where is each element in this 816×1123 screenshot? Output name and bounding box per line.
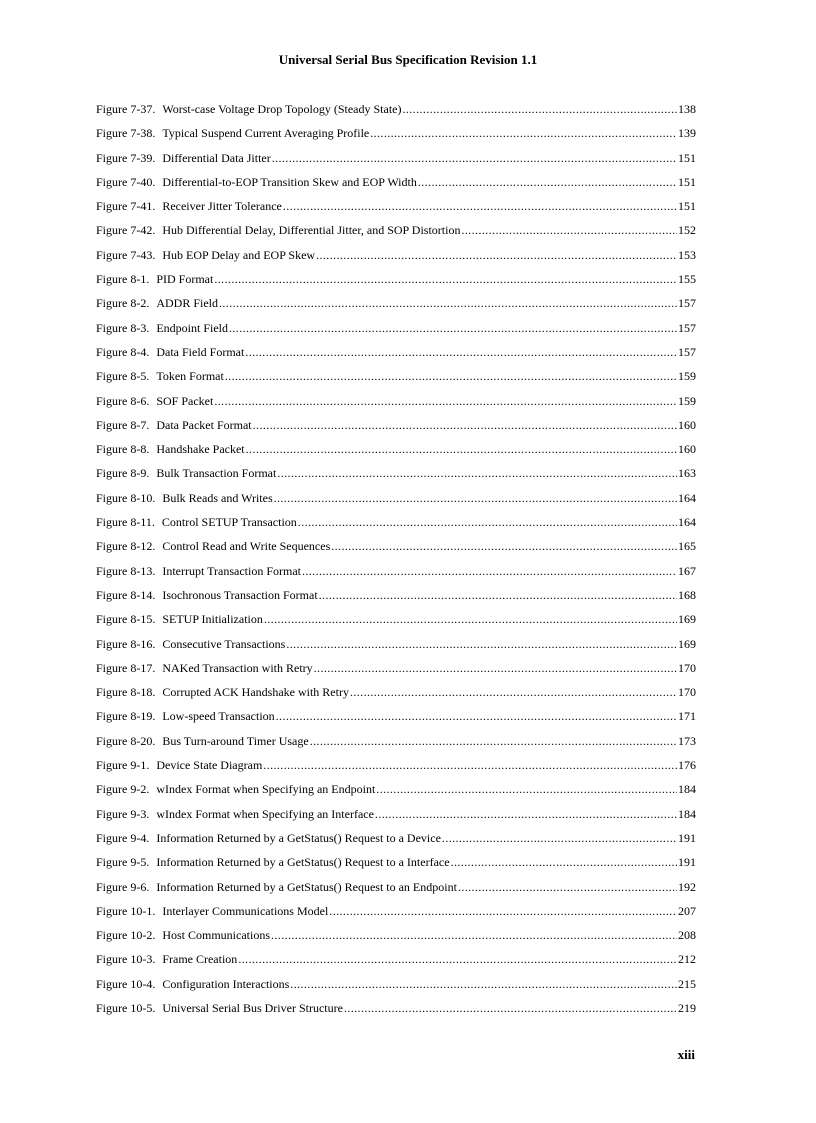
page-reference: 152	[678, 223, 696, 238]
toc-entry[interactable]	[96, 564, 696, 588]
figure-number: Figure 10-5.	[96, 1000, 156, 1015]
toc-entry-label	[96, 734, 309, 748]
toc-entry[interactable]	[96, 466, 696, 490]
figure-title: Differential-to-EOP Transition Skew and EOP Width	[162, 174, 417, 189]
toc-entry-label	[96, 685, 349, 699]
figure-title: Configuration Interactions	[162, 976, 290, 991]
dot-leader	[214, 272, 677, 286]
dot-leader	[344, 1001, 677, 1015]
toc-entry-label	[96, 539, 330, 553]
page-reference: 191	[678, 830, 696, 845]
figure-number: Figure 9-4.	[96, 830, 150, 845]
figure-number: Figure 8-12.	[96, 539, 156, 554]
figure-title: Interlayer Communications Model	[162, 903, 329, 918]
page-reference: 151	[678, 174, 696, 189]
page-reference: 207	[678, 903, 696, 918]
list-of-figures	[96, 102, 696, 1025]
toc-entry-label	[96, 880, 457, 894]
page-reference: 219	[678, 1000, 696, 1015]
dot-leader	[290, 977, 677, 991]
page-reference: 160	[678, 417, 696, 432]
dot-leader	[316, 248, 677, 262]
dot-leader	[245, 345, 677, 359]
page-reference: 171	[678, 709, 696, 724]
dot-leader	[263, 758, 677, 772]
figure-number: Figure 8-20.	[96, 733, 156, 748]
figure-title: Bulk Transaction Format	[156, 466, 277, 481]
figure-number: Figure 9-5.	[96, 855, 150, 870]
toc-entry[interactable]	[96, 855, 696, 879]
toc-entry[interactable]	[96, 661, 696, 685]
toc-entry[interactable]	[96, 782, 696, 806]
page-reference: 165	[678, 539, 696, 554]
figure-title: Data Field Format	[156, 344, 245, 359]
toc-entry[interactable]	[96, 491, 696, 515]
figure-number: Figure 8-9.	[96, 466, 150, 481]
figure-title: Endpoint Field	[156, 320, 228, 335]
toc-entry-label	[96, 466, 276, 480]
toc-entry-label	[96, 612, 263, 626]
toc-entry-label	[96, 223, 460, 237]
page-reference: 192	[678, 879, 696, 894]
page-reference: 164	[678, 490, 696, 505]
figure-title: Hub EOP Delay and EOP Skew	[162, 247, 316, 262]
toc-entry[interactable]	[96, 515, 696, 539]
toc-entry[interactable]	[96, 977, 696, 1001]
toc-entry[interactable]	[96, 442, 696, 466]
page-reference: 153	[678, 247, 696, 262]
toc-entry-label	[96, 394, 213, 408]
toc-entry-label	[96, 272, 213, 286]
figure-title: Handshake Packet	[156, 442, 245, 457]
page-reference: 169	[678, 636, 696, 651]
toc-entry-label	[96, 175, 417, 189]
dot-leader	[246, 442, 677, 456]
figure-number: Figure 7-38.	[96, 126, 156, 141]
figure-number: Figure 9-6.	[96, 879, 150, 894]
toc-entry[interactable]	[96, 880, 696, 904]
figure-number: Figure 9-2.	[96, 782, 150, 797]
page-reference: 151	[678, 199, 696, 214]
dot-leader	[350, 685, 677, 699]
figure-number: Figure 8-15.	[96, 612, 156, 627]
figure-number: Figure 8-2.	[96, 296, 150, 311]
toc-entry[interactable]	[96, 151, 696, 175]
figure-title: Information Returned by a GetStatus() Request to an Endpoint	[156, 879, 457, 894]
figure-number: Figure 9-1.	[96, 758, 150, 773]
toc-entry-label	[96, 491, 273, 505]
figure-number: Figure 8-10.	[96, 490, 156, 505]
page-reference: 138	[678, 102, 696, 116]
figure-title: Control Read and Write Sequences	[162, 539, 331, 554]
figure-title: Information Returned by a GetStatus() Request to a Device	[156, 830, 441, 845]
toc-entry[interactable]	[96, 223, 696, 247]
dot-leader	[418, 175, 677, 189]
toc-entry-label	[96, 199, 282, 213]
toc-entry-label	[96, 904, 328, 918]
figure-title: Corrupted ACK Handshake with Retry	[162, 685, 349, 700]
toc-entry[interactable]	[96, 904, 696, 928]
toc-entry[interactable]	[96, 709, 696, 733]
figure-number: Figure 8-7.	[96, 417, 150, 432]
toc-entry[interactable]	[96, 345, 696, 369]
figure-number: Figure 8-17.	[96, 660, 156, 675]
toc-entry[interactable]	[96, 758, 696, 782]
figure-title: Receiver Jitter Tolerance	[162, 199, 282, 214]
dot-leader	[276, 709, 677, 723]
figure-number: Figure 7-37.	[96, 102, 156, 116]
figure-title: Data Packet Format	[156, 417, 252, 432]
figure-number: Figure 8-14.	[96, 587, 156, 602]
page-reference: 160	[678, 442, 696, 457]
figure-title: Low-speed Transaction	[162, 709, 275, 724]
figure-title: wIndex Format when Specifying an Interface	[156, 806, 374, 821]
toc-entry-label	[96, 637, 285, 651]
toc-entry-label	[96, 296, 218, 310]
figure-number: Figure 8-5.	[96, 369, 150, 384]
toc-entry[interactable]	[96, 272, 696, 296]
dot-leader	[225, 369, 677, 383]
page-reference: 168	[678, 587, 696, 602]
toc-entry[interactable]	[96, 394, 696, 418]
figure-title: Bus Turn-around Timer Usage	[162, 733, 309, 748]
figure-title: Hub Differential Delay, Differential Jitter, and SOP Distortion	[162, 223, 461, 238]
page-reference: 170	[678, 685, 696, 700]
figure-title: SOF Packet	[156, 393, 214, 408]
toc-entry[interactable]	[96, 296, 696, 320]
toc-entry-label	[96, 928, 270, 942]
page-header-title: Universal Serial Bus Specification Revision 1.1	[278, 52, 538, 67]
toc-entry-label	[96, 1001, 343, 1015]
dot-leader	[283, 199, 677, 213]
toc-entry[interactable]	[96, 369, 696, 393]
figure-number: Figure 8-3.	[96, 320, 150, 335]
dot-leader	[253, 418, 677, 432]
toc-entry[interactable]	[96, 734, 696, 758]
figure-number: Figure 7-40.	[96, 174, 156, 189]
dot-leader	[302, 564, 677, 578]
page-reference: 176	[678, 758, 696, 773]
figure-number: Figure 10-4.	[96, 976, 156, 991]
dot-leader	[277, 466, 677, 480]
dot-leader	[329, 904, 677, 918]
page-reference: 157	[678, 320, 696, 335]
figure-number: Figure 8-11.	[96, 515, 155, 530]
toc-entry-label	[96, 831, 441, 845]
figure-number: Figure 8-4.	[96, 344, 150, 359]
page-reference: 212	[678, 952, 696, 967]
dot-leader	[298, 515, 677, 529]
page-reference: 167	[678, 563, 696, 578]
figure-title: Token Format	[156, 369, 224, 384]
page-reference: 157	[678, 296, 696, 311]
dot-leader	[274, 491, 677, 505]
dot-leader	[461, 223, 677, 237]
dot-leader	[314, 661, 677, 675]
page-reference: 215	[678, 976, 696, 991]
figure-title: PID Format	[156, 272, 214, 287]
toc-entry-label	[96, 515, 297, 529]
toc-entry-label	[96, 369, 224, 383]
figure-title: Universal Serial Bus Driver Structure	[162, 1000, 343, 1015]
page-reference: 155	[678, 272, 696, 287]
toc-entry-label	[96, 977, 289, 991]
figure-number: Figure 8-1.	[96, 272, 150, 287]
figure-number: Figure 10-2.	[96, 928, 156, 943]
toc-entry-label	[96, 102, 401, 116]
toc-entry-label	[96, 758, 262, 772]
toc-entry-label	[96, 126, 369, 140]
toc-entry[interactable]	[96, 612, 696, 636]
page-reference: 163	[678, 466, 696, 481]
figure-title: Control SETUP Transaction	[161, 515, 297, 530]
toc-entry[interactable]	[96, 952, 696, 976]
figure-title: SETUP Initialization	[162, 612, 263, 627]
toc-entry-label	[96, 151, 271, 165]
page-reference: 208	[678, 928, 696, 943]
figure-title: Consecutive Transactions	[162, 636, 286, 651]
figure-number: Figure 9-3.	[96, 806, 150, 821]
figure-title: wIndex Format when Specifying an Endpoint	[156, 782, 376, 797]
figure-title: ADDR Field	[156, 296, 218, 311]
figure-title: Frame Creation	[162, 952, 238, 967]
page-reference: 159	[678, 369, 696, 384]
figure-number: Figure 8-13.	[96, 563, 156, 578]
figure-number: Figure 8-8.	[96, 442, 150, 457]
page-reference: 164	[678, 515, 696, 530]
page-reference: 157	[678, 344, 696, 359]
toc-entry-label	[96, 418, 252, 432]
toc-entry-label	[96, 588, 318, 602]
page-reference: 169	[678, 612, 696, 627]
dot-leader	[310, 734, 677, 748]
dot-leader	[458, 880, 677, 894]
figure-number: Figure 7-42.	[96, 223, 156, 238]
toc-entry-label	[96, 709, 275, 723]
dot-leader	[238, 952, 677, 966]
toc-entry-label	[96, 855, 450, 869]
dot-leader	[264, 612, 677, 626]
toc-entry-label	[96, 782, 375, 796]
figure-title: Host Communications	[162, 928, 270, 943]
figure-number: Figure 8-19.	[96, 709, 156, 724]
figure-title: Interrupt Transaction Format	[162, 563, 301, 578]
toc-entry[interactable]	[96, 126, 696, 150]
toc-entry-label	[96, 248, 315, 262]
page-reference: 151	[678, 150, 696, 165]
toc-entry[interactable]	[96, 199, 696, 223]
toc-entry[interactable]	[96, 175, 696, 199]
figure-title: Device State Diagram	[156, 758, 263, 773]
page-reference: 191	[678, 855, 696, 870]
dot-leader	[219, 296, 677, 310]
toc-entry[interactable]	[96, 807, 696, 831]
figure-title: Isochronous Transaction Format	[162, 587, 318, 602]
figure-number: Figure 8-18.	[96, 685, 156, 700]
page-reference: 184	[678, 782, 696, 797]
toc-entry-label	[96, 345, 244, 359]
toc-entry[interactable]	[96, 102, 696, 126]
toc-entry[interactable]	[96, 321, 696, 345]
dot-leader	[376, 782, 677, 796]
toc-entry[interactable]	[96, 539, 696, 563]
figure-number: Figure 10-3.	[96, 952, 156, 967]
figure-number: Figure 7-39.	[96, 150, 156, 165]
dot-leader	[214, 394, 677, 408]
toc-entry-label	[96, 442, 245, 456]
dot-leader	[370, 126, 677, 140]
page-reference: 173	[678, 733, 696, 748]
toc-entry-label	[96, 564, 301, 578]
figure-title: Typical Suspend Current Averaging Profile	[162, 126, 370, 141]
dot-leader	[319, 588, 677, 602]
figure-number: Figure 8-16.	[96, 636, 156, 651]
figure-title: NAKed Transaction with Retry	[162, 660, 313, 675]
toc-entry-label	[96, 661, 313, 675]
dot-leader	[402, 102, 677, 116]
toc-entry[interactable]	[96, 1001, 696, 1025]
figure-number: Figure 8-6.	[96, 393, 150, 408]
toc-entry[interactable]	[96, 685, 696, 709]
dot-leader	[451, 855, 677, 869]
toc-entry[interactable]	[96, 831, 696, 855]
toc-entry[interactable]	[96, 248, 696, 272]
toc-entry-label	[96, 807, 374, 821]
figure-number: Figure 7-41.	[96, 199, 156, 214]
toc-entry-label	[96, 952, 237, 966]
dot-leader	[271, 928, 677, 942]
figure-title: Bulk Reads and Writes	[162, 490, 273, 505]
figure-title: Differential Data Jitter	[162, 150, 271, 165]
dot-leader	[272, 151, 677, 165]
page-reference: 170	[678, 660, 696, 675]
figure-title: Worst-case Voltage Drop Topology (Steady State)	[162, 102, 402, 116]
dot-leader	[375, 807, 677, 821]
dot-leader	[331, 539, 677, 553]
page-number: xiii	[677, 1047, 695, 1062]
dot-leader	[442, 831, 677, 845]
toc-entry[interactable]	[96, 637, 696, 661]
dot-leader	[229, 321, 677, 335]
toc-entry[interactable]	[96, 418, 696, 442]
toc-entry[interactable]	[96, 588, 696, 612]
page-reference: 159	[678, 393, 696, 408]
figure-title: Information Returned by a GetStatus() Request to a Interface	[156, 855, 450, 870]
figure-number: Figure 7-43.	[96, 247, 156, 262]
figure-number: Figure 10-1.	[96, 903, 156, 918]
toc-entry-label	[96, 321, 228, 335]
page-reference: 184	[678, 806, 696, 821]
toc-entry[interactable]	[96, 928, 696, 952]
dot-leader	[286, 637, 677, 651]
page-reference: 139	[678, 126, 696, 141]
